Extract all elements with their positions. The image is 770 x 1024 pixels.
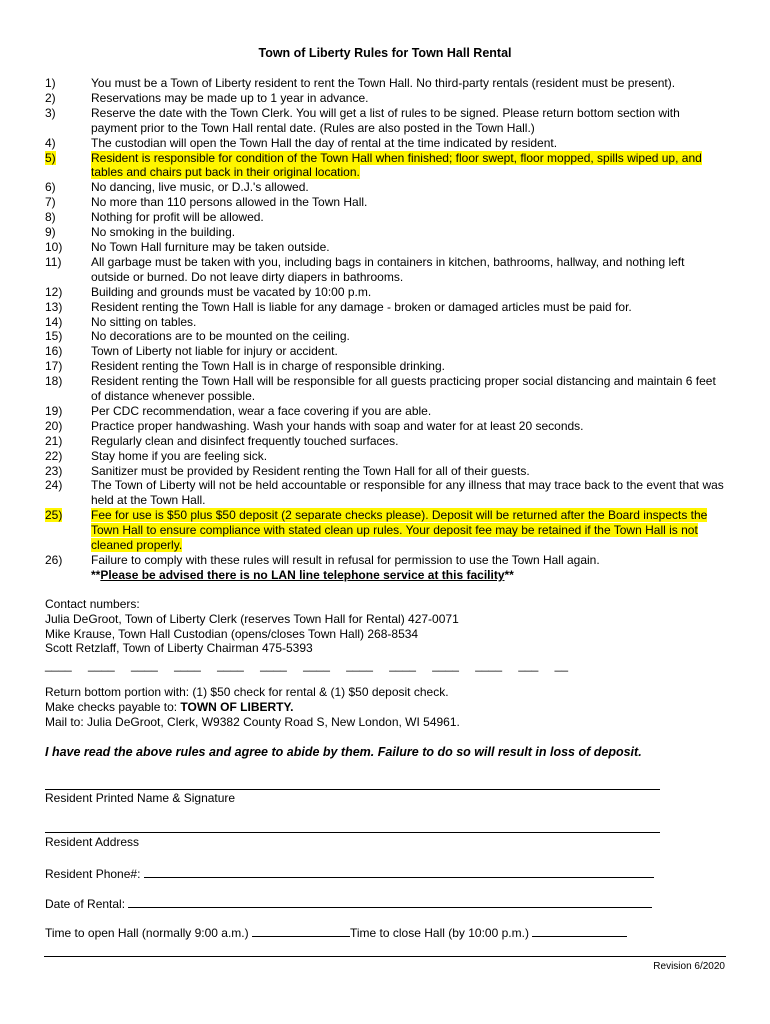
close-time-field[interactable] bbox=[532, 925, 627, 937]
rule-number-highlight: 25) bbox=[45, 508, 63, 523]
document-title: Town of Liberty Rules for Town Hall Rental bbox=[258, 46, 512, 60]
rule-text bbox=[91, 225, 725, 240]
rule-text-content: Sanitizer must be provided by Resident renting the Town Hall for all of their guests. bbox=[91, 463, 530, 478]
agreement-statement: I have read the above rules and agree to abide by them. Failure to do so will result in loss of deposit. bbox=[45, 745, 642, 759]
rule-number: 22) bbox=[45, 448, 63, 463]
rule-text-content: Fee for use is $50 plus $50 deposit (2 separate checks please). Deposit will be returned after the Board inspects the Town Hall to ensure compliance with stated clean up rules. Your deposit fee may be retained if the Town Hall is not cleaned properly. bbox=[91, 508, 708, 553]
rule-number: 26) bbox=[45, 553, 63, 567]
rule-number: 15) bbox=[45, 329, 63, 344]
contact-chairman: Scott Retzlaff, Town of Liberty Chairman 475-5393 bbox=[45, 641, 313, 656]
rule-text-content: Resident renting the Town Hall will be responsible for all guests practicing proper social distancing and maintain 6 feet of distance whenever possible. bbox=[91, 374, 716, 404]
payable-line: Make checks payable to: TOWN OF LIBERTY. bbox=[45, 699, 294, 714]
payee: TOWN OF LIBERTY. bbox=[180, 699, 294, 714]
rule-text bbox=[91, 76, 725, 91]
rule-number: 1) bbox=[45, 76, 56, 90]
rule-number: 21) bbox=[45, 433, 63, 448]
rule-text-content: Resident renting the Town Hall is liable for any damage - broken or damaged articles must be paid for. bbox=[91, 299, 632, 314]
rule-number: 11) bbox=[45, 254, 62, 269]
rule-text-content: The custodian will open the Town Hall the day of rental at the time indicated by resident. bbox=[91, 135, 558, 150]
rule-item bbox=[45, 195, 725, 210]
rule-number: 20) bbox=[45, 418, 63, 433]
contact-custodian: Mike Krause, Town Hall Custodian (opens/closes Town Hall) 268-8534 bbox=[45, 626, 419, 641]
rule-number: 9) bbox=[45, 225, 56, 240]
rule-number: 4) bbox=[45, 135, 56, 150]
mail-to-line: Mail to: Julia DeGroot, Clerk, W9382 County Road S, New London, WI 54961. bbox=[45, 714, 460, 729]
rule-number: 19) bbox=[45, 403, 63, 418]
rule-text-content: No more than 110 persons allowed in the Town Hall. bbox=[91, 195, 368, 210]
return-line: Return bottom portion with: (1) $50 check for rental & (1) $50 deposit check. bbox=[45, 685, 449, 699]
rule-item bbox=[45, 76, 725, 91]
rule-text-content: No Town Hall furniture may be taken outside. bbox=[91, 239, 330, 254]
rule-item bbox=[45, 285, 725, 300]
rules-list bbox=[45, 76, 725, 583]
contact-heading: Contact numbers: bbox=[45, 597, 140, 611]
rule-text-content: No dancing, live music, or D.J.'s allowed. bbox=[91, 180, 309, 195]
rule-text bbox=[91, 240, 725, 255]
rule-item bbox=[45, 478, 725, 508]
contact-section bbox=[45, 597, 725, 673]
rule-item bbox=[45, 210, 725, 225]
rule-text bbox=[91, 300, 725, 315]
rule-item bbox=[45, 404, 725, 419]
hours-row bbox=[45, 925, 627, 941]
rule-text-content: Regularly clean and disinfect frequently touched surfaces. bbox=[91, 433, 399, 448]
rule-text-content: Resident renting the Town Hall is in charge of responsible drinking. bbox=[91, 359, 445, 374]
rule-item bbox=[45, 508, 725, 553]
rule-number: 18) bbox=[45, 374, 63, 389]
rule-item bbox=[45, 344, 725, 359]
rule-number: 17) bbox=[45, 359, 63, 374]
open-time-field[interactable] bbox=[252, 925, 350, 937]
rule-text-content: Stay home if you are feeling sick. bbox=[91, 448, 268, 463]
rule-text-content: No smoking in the building. bbox=[91, 225, 236, 240]
address-line[interactable] bbox=[45, 832, 660, 833]
rule-text bbox=[91, 91, 725, 106]
rule-text-content: You must be a Town of Liberty resident to rent the Town Hall. No third-party rentals (resident must be present). bbox=[91, 76, 676, 90]
rule-text-content: Building and grounds must be vacated by 10:00 p.m. bbox=[91, 284, 372, 299]
rule-text-content: Reserve the date with the Town Clerk. You will get a list of rules to be signed. Please return bottom section with payment prior to the Town Hall rental date. (Rules are also posted in the Town Hall.) bbox=[91, 105, 680, 135]
rule-text bbox=[91, 329, 725, 344]
rule-item bbox=[45, 329, 725, 344]
date-field[interactable] bbox=[128, 896, 652, 908]
date-row bbox=[45, 896, 652, 912]
revision-label: Revision 6/2020 bbox=[653, 961, 725, 972]
rule-number: 3) bbox=[45, 105, 56, 120]
rule-item bbox=[45, 151, 725, 181]
rule-number: 12) bbox=[45, 284, 63, 299]
rule-item bbox=[45, 374, 725, 404]
rule-text bbox=[91, 374, 725, 404]
rule-number bbox=[45, 508, 91, 553]
rule-number bbox=[45, 151, 91, 181]
rule-number: 23) bbox=[45, 463, 63, 478]
rule-item bbox=[45, 136, 725, 151]
rule-item bbox=[45, 315, 725, 330]
phone-field[interactable] bbox=[144, 866, 654, 878]
rule-text bbox=[91, 210, 725, 225]
rule-item bbox=[45, 553, 725, 568]
rule-item bbox=[45, 180, 725, 195]
rule-number-highlight: 5) bbox=[45, 150, 56, 165]
rule-text bbox=[91, 434, 725, 449]
rule-text bbox=[91, 195, 725, 210]
rule-number: 16) bbox=[45, 344, 63, 359]
rule-text bbox=[91, 449, 725, 464]
close-time-label: Time to close Hall (by 10:00 p.m.) bbox=[349, 926, 529, 940]
rule-text bbox=[91, 315, 725, 330]
phone-label: Resident Phone#: bbox=[45, 867, 141, 881]
rule-text bbox=[91, 136, 725, 151]
rule-item bbox=[45, 359, 725, 374]
name-signature-line[interactable] bbox=[45, 789, 660, 790]
facility-notice: **Please be advised there is no LAN line telephone service at this facility** bbox=[91, 567, 514, 582]
rule-item bbox=[45, 106, 725, 136]
rule-text-content: Reservations may be made up to 1 year in advance. bbox=[91, 90, 369, 105]
rule-number: 8) bbox=[45, 210, 56, 225]
rule-text bbox=[91, 404, 725, 419]
open-time-label: Time to open Hall (normally 9:00 a.m.) bbox=[45, 926, 249, 940]
rule-number: 10) bbox=[45, 239, 63, 254]
rule-text bbox=[91, 553, 725, 568]
rule-number: 24) bbox=[45, 478, 63, 493]
rule-number: 7) bbox=[45, 195, 56, 210]
date-label: Date of Rental: bbox=[45, 897, 126, 911]
rule-text-content: No sitting on tables. bbox=[91, 314, 197, 329]
rule-item bbox=[45, 91, 725, 106]
rule-text bbox=[91, 180, 725, 195]
rule-text bbox=[91, 478, 725, 508]
contact-clerk: Julia DeGroot, Town of Liberty Clerk (reserves Town Hall for Rental) 427-0071 bbox=[45, 611, 459, 626]
rule-item bbox=[45, 300, 725, 315]
rule-number: 2) bbox=[45, 90, 56, 105]
rule-text-content: Nothing for profit will be allowed. bbox=[91, 210, 264, 225]
rule-text bbox=[91, 464, 725, 479]
rule-text bbox=[91, 106, 725, 136]
cut-line: ____ ____ ____ ____ ____ ____ ____ ____ ____ ____ ____ ___ __ bbox=[45, 658, 569, 673]
rule-text-content: The Town of Liberty will not be held accountable or responsible for any illness that may trace back to the event that was held at the Town Hall. bbox=[91, 478, 724, 508]
rule-text-content: All garbage must be taken with you, including bags in containers in kitchen, bathrooms, hallway, and nothing left outside or burned. Do not leave dirty diapers in bathrooms. bbox=[91, 254, 685, 284]
rule-text bbox=[91, 419, 725, 434]
rule-item bbox=[45, 449, 725, 464]
rule-item bbox=[45, 255, 725, 285]
rule-item bbox=[45, 464, 725, 479]
facility-notice-text: Please be advised there is no LAN line telephone service at this facility bbox=[100, 567, 505, 582]
rule-number: 14) bbox=[45, 314, 63, 329]
rule-text bbox=[91, 508, 725, 553]
rule-number: 6) bbox=[45, 180, 56, 195]
rule-text bbox=[91, 255, 725, 285]
rule-text bbox=[91, 359, 725, 374]
rule-text-content: Town of Liberty not liable for injury or accident. bbox=[91, 344, 338, 359]
rule-item bbox=[45, 240, 725, 255]
rule-text bbox=[91, 344, 725, 359]
rule-text bbox=[91, 285, 725, 300]
footer-divider bbox=[44, 956, 726, 957]
name-signature-label: Resident Printed Name & Signature bbox=[45, 791, 236, 805]
phone-row bbox=[45, 866, 654, 882]
rule-text-content: Per CDC recommendation, wear a face covering if you are able. bbox=[91, 403, 432, 418]
rule-text-content: No decorations are to be mounted on the ceiling. bbox=[91, 329, 350, 344]
rule-text bbox=[91, 151, 725, 181]
rule-item bbox=[45, 434, 725, 449]
rule-text-content: Practice proper handwashing. Wash your hands with soap and water for at least 20 seconds. bbox=[91, 418, 584, 433]
rule-item bbox=[45, 419, 725, 434]
rule-number: 13) bbox=[45, 299, 63, 314]
rule-text-content: Resident is responsible for condition of the Town Hall when finished; floor swept, floor mopped, spills wiped up, and tables and chairs put back in their original location. bbox=[91, 150, 702, 180]
rule-text-content: Failure to comply with these rules will result in refusal for permission to use the Town Hall again. bbox=[91, 553, 600, 567]
address-label: Resident Address bbox=[45, 835, 140, 849]
return-instructions bbox=[45, 685, 725, 729]
rule-item bbox=[45, 225, 725, 240]
